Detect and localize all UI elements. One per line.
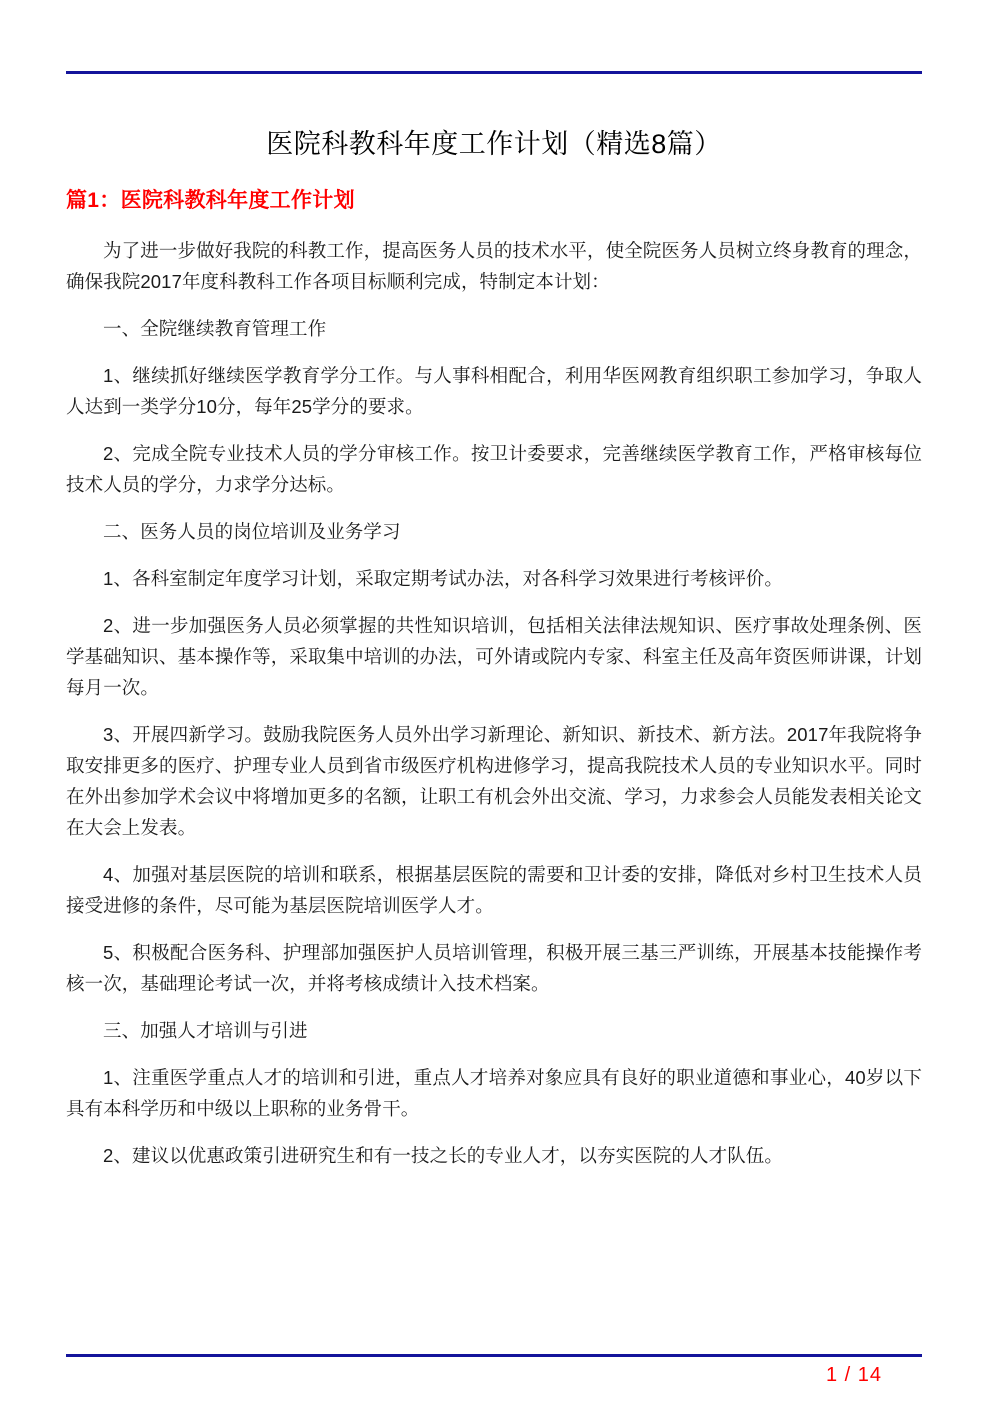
document-content	[66, 104, 922, 1171]
section-heading: 篇1：医院科教科年度工作计划	[66, 189, 355, 212]
header-divider	[66, 71, 922, 74]
paragraph: 5、积极配合医务科、护理部加强医护人员培训管理，积极开展三基三严训练，开展基本技能操作考核一次，基础理论考试一次，并将考核成绩计入技术档案。	[66, 942, 922, 994]
paragraph: 一、全院继续教育管理工作	[103, 318, 327, 339]
paragraph: 1、各科室制定年度学习计划，采取定期考试办法，对各科学习效果进行考核评价。	[103, 568, 783, 589]
paragraph: 为了进一步做好我院的科教工作，提高医务人员的技术水平，使全院医务人员树立终身教育的理念，确保我院2017年度科教科工作各项目标顺利完成，特制定本计划：	[66, 240, 922, 292]
footer-divider	[66, 1354, 922, 1357]
paragraph: 1、继续抓好继续医学教育学分工作。与人事科相配合，利用华医网教育组织职工参加学习，争取人人达到一类学分10分，每年25学分的要求。	[66, 365, 922, 417]
paragraph: 2、进一步加强医务人员必须掌握的共性知识培训，包括相关法律法规知识、医疗事故处理条例、医学基础知识、基本操作等，采取集中培训的办法，可外请或院内专家、科室主任及高年资医师讲课，计划每月一次。	[66, 615, 922, 698]
paragraph: 4、加强对基层医院的培训和联系，根据基层医院的需要和卫计委的安排，降低对乡村卫生技术人员接受进修的条件，尽可能为基层医院培训医学人才。	[66, 864, 922, 916]
paragraph: 1、注重医学重点人才的培训和引进，重点人才培养对象应具有良好的职业道德和事业心，40岁以下具有本科学历和中级以上职称的业务骨干。	[66, 1067, 922, 1119]
paragraph: 三、加强人才培训与引进	[103, 1020, 308, 1041]
paragraph: 2、完成全院专业技术人员的学分审核工作。按卫计委要求，完善继续医学教育工作，严格审核每位技术人员的学分，力求学分达标。	[66, 443, 922, 495]
paragraph: 2、建议以优惠政策引进研究生和有一技之长的专业人才，以夯实医院的人才队伍。	[103, 1145, 783, 1166]
page-title: 医院科教科年度工作计划（精选8篇）	[266, 129, 722, 159]
paragraph: 3、开展四新学习。鼓励我院医务人员外出学习新理论、新知识、新技术、新方法。2017年我院将争取安排更多的医疗、护理专业人员到省市级医疗机构进修学习，提高我院技术人员的专业知识水平。同时在外出参加学术会议中将增加更多的名额，让职工有机会外出交流、学习，力求参会人员能发表相关论文在大会上发表。	[66, 724, 922, 838]
paragraph: 二、医务人员的岗位培训及业务学习	[103, 521, 401, 542]
page-number: 1 / 14	[825, 1364, 882, 1386]
